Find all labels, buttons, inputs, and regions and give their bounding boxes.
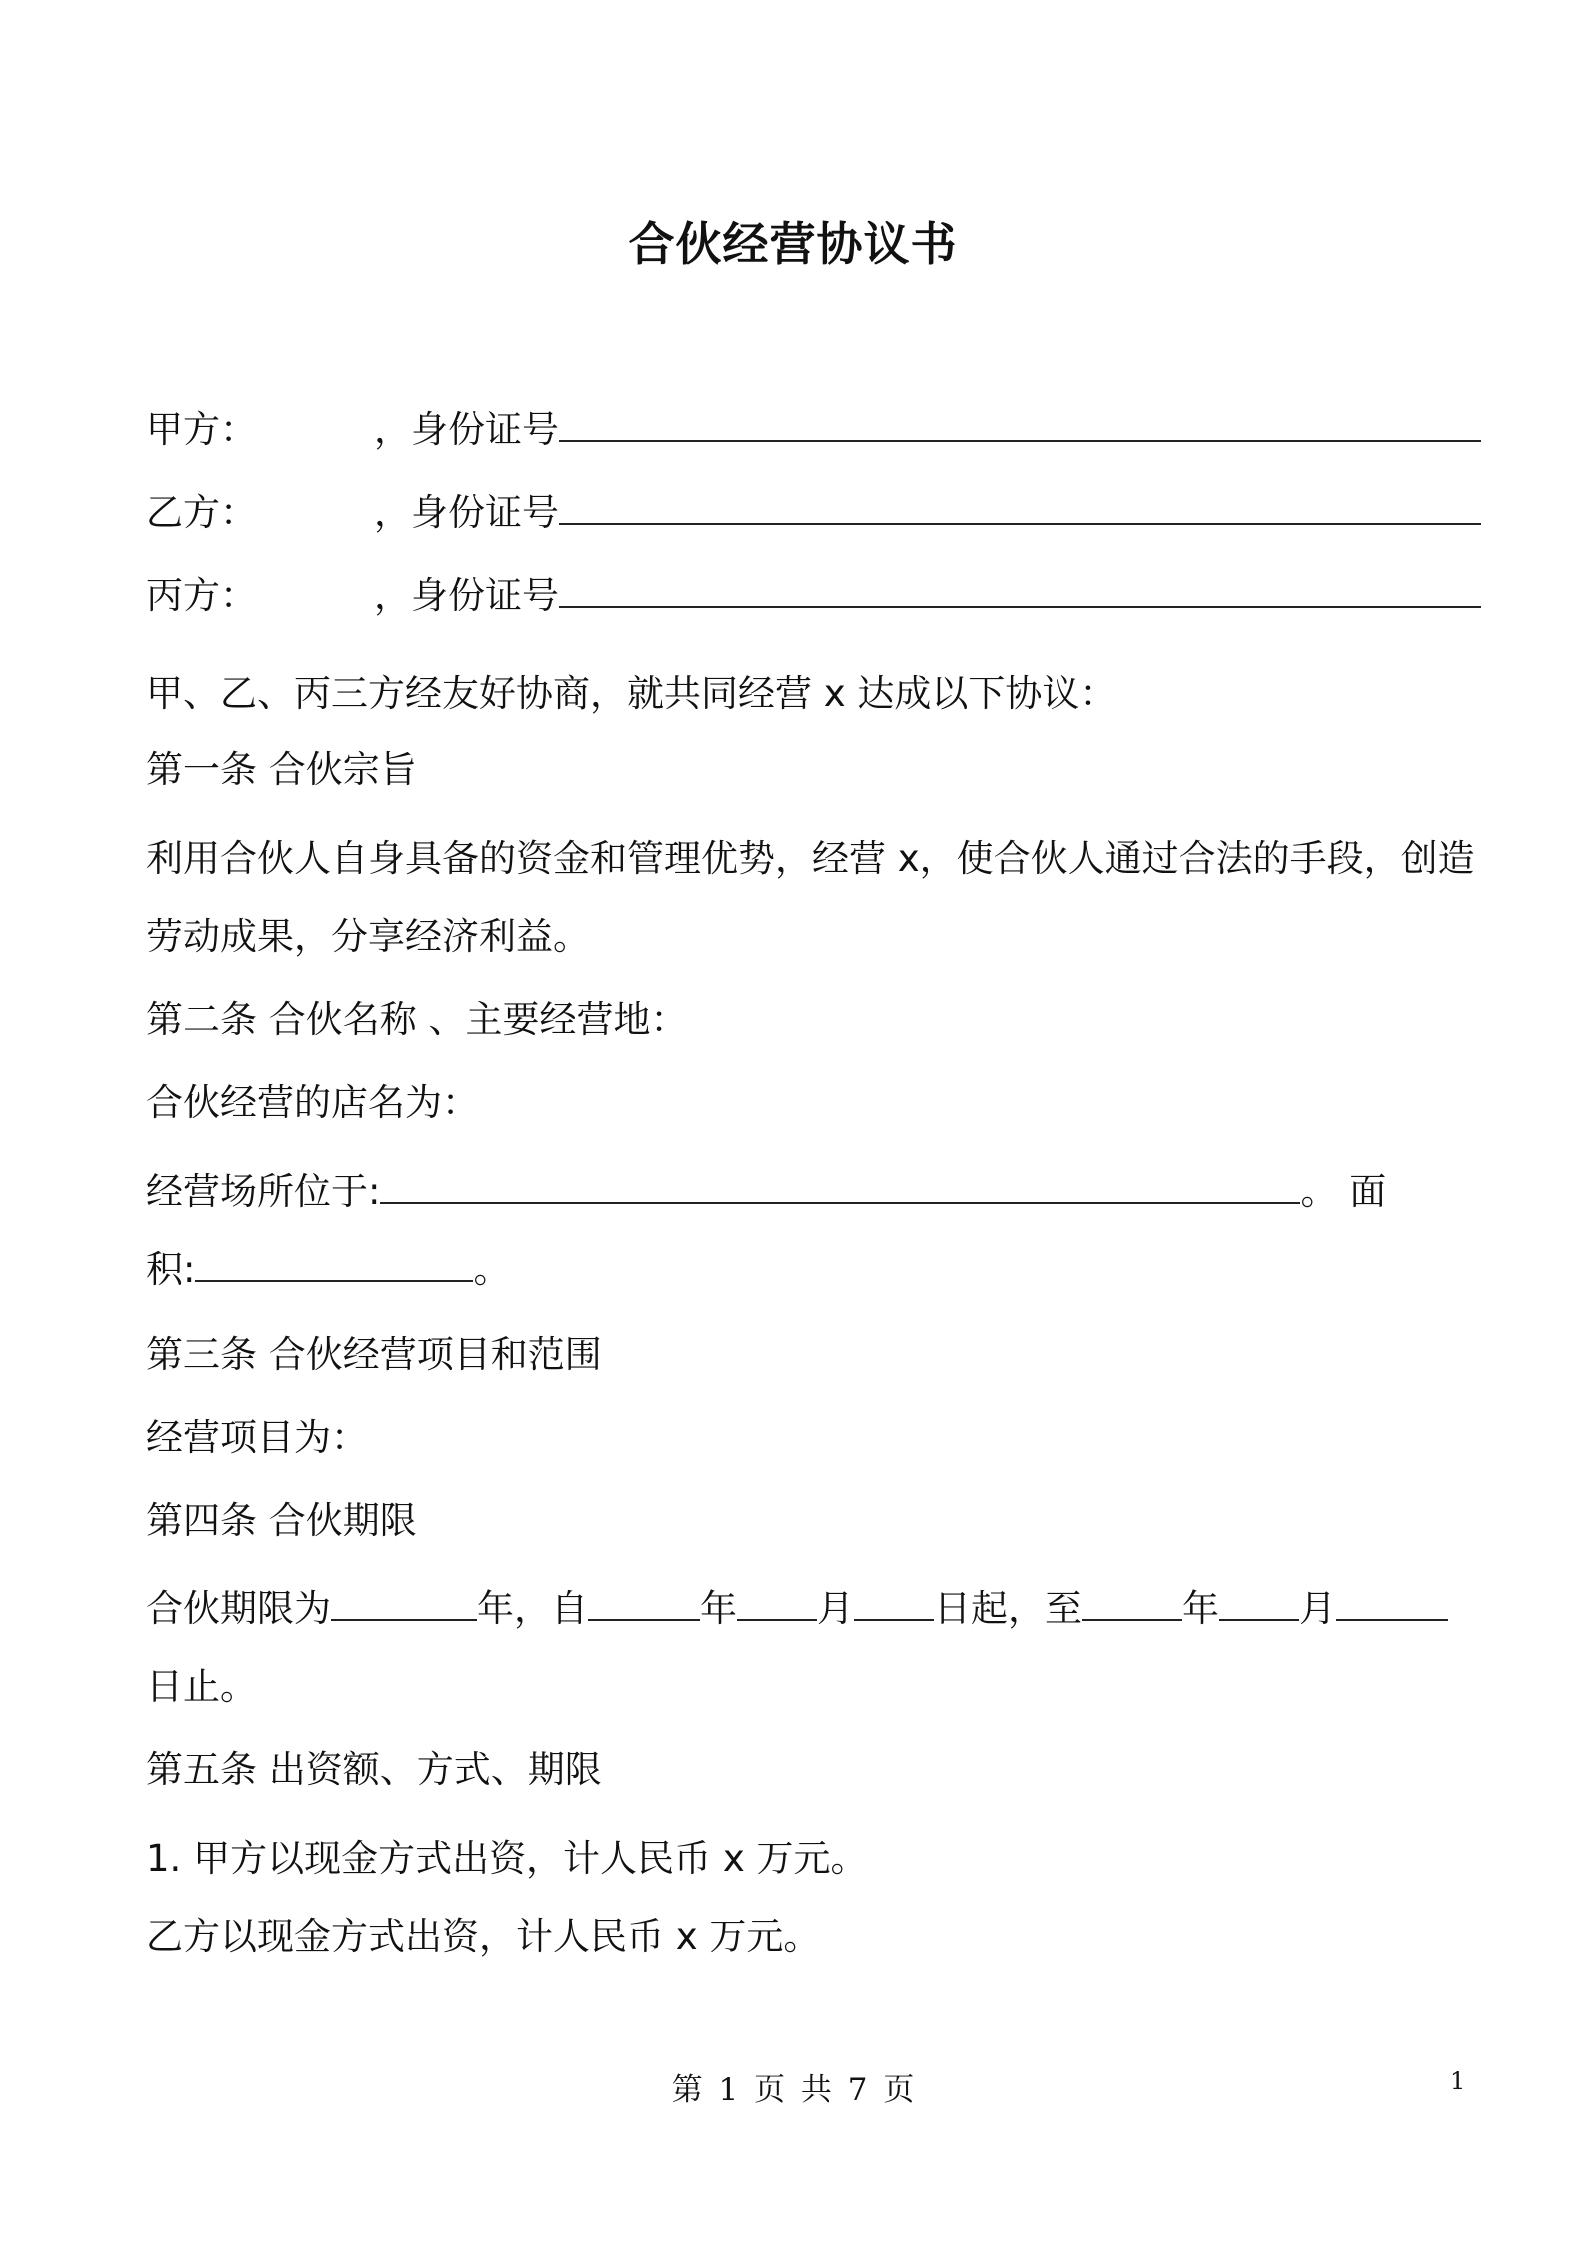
location-label: 经营场所位于: — [146, 1170, 381, 1213]
store-name-label: 合伙经营的店名为： — [146, 1081, 479, 1124]
party-b-id-label: ，身份证号 — [374, 491, 559, 534]
party-a-id-blank[interactable] — [559, 410, 1481, 442]
party-c-id-label: ，身份证号 — [374, 574, 559, 617]
area-line — [146, 1245, 510, 1295]
start-month-unit: 月 — [817, 1587, 854, 1630]
area-label: 积: — [146, 1248, 196, 1291]
party-b-label: 乙方： — [146, 491, 257, 534]
location-blank[interactable] — [380, 1172, 1300, 1204]
party-b-id-blank[interactable] — [559, 493, 1481, 525]
end-month-blank[interactable] — [1219, 1589, 1299, 1621]
article2-heading: 第二条 合伙名称 、主要经营地： — [146, 998, 688, 1041]
term-years-blank[interactable] — [331, 1589, 477, 1621]
party-c-line — [146, 571, 1481, 621]
start-year-unit: 年 — [700, 1587, 737, 1630]
end-day-blank[interactable] — [1336, 1589, 1448, 1621]
party-a-id-label: ，身份证号 — [374, 408, 559, 451]
area-blank[interactable] — [195, 1250, 473, 1282]
term-line — [146, 1584, 1448, 1634]
location-line — [146, 1167, 1386, 1217]
end-month-unit: 月 — [1299, 1587, 1336, 1630]
article3-heading: 第三条 合伙经营项目和范围 — [146, 1333, 602, 1376]
start-year-blank[interactable] — [588, 1589, 700, 1621]
party-c-label: 丙方： — [146, 574, 257, 617]
contribution-line2: 乙方以现金方式出资，计人民币 x 万元。 — [146, 1915, 821, 1958]
article1-heading: 第一条 合伙宗旨 — [146, 748, 417, 791]
business-items-label: 经营项目为： — [146, 1416, 368, 1459]
page-number: 1 — [1450, 2067, 1466, 2095]
start-day-blank[interactable] — [854, 1589, 934, 1621]
term-prefix: 合伙期限为 — [146, 1587, 331, 1630]
party-a-label: 甲方： — [146, 408, 257, 451]
end-year-unit: 年 — [1182, 1587, 1219, 1630]
area-end: 。 — [473, 1248, 511, 1291]
party-c-id-blank[interactable] — [559, 576, 1481, 608]
term-years-unit: 年，自 — [477, 1587, 588, 1630]
contribution-line1: 1. 甲方以现金方式出资，计人民币 x 万元。 — [146, 1837, 868, 1880]
term-end: 日止。 — [146, 1665, 257, 1708]
article5-heading: 第五条 出资额、方式、期限 — [146, 1748, 602, 1791]
party-a-line — [146, 405, 1481, 455]
end-year-blank[interactable] — [1082, 1589, 1182, 1621]
party-b-line — [146, 488, 1481, 538]
start-day-unit: 日起，至 — [934, 1587, 1082, 1630]
article1-body-line1: 利用合伙人自身具备的资金和管理优势，经营 x，使合伙人通过合法的手段，创造 — [146, 837, 1475, 880]
page-title: 合伙经营协议书 — [628, 217, 958, 271]
start-month-blank[interactable] — [737, 1589, 817, 1621]
article1-body-line2: 劳动成果，分享经济利益。 — [146, 915, 590, 958]
location-end: 。 面 — [1300, 1170, 1387, 1213]
page-footer-pagination: 第 1 页 共 7 页 — [671, 2072, 915, 2108]
intro-text: 甲、乙、丙三方经友好协商，就共同经营 x 达成以下协议： — [146, 672, 1117, 715]
article4-heading: 第四条 合伙期限 — [146, 1499, 417, 1542]
